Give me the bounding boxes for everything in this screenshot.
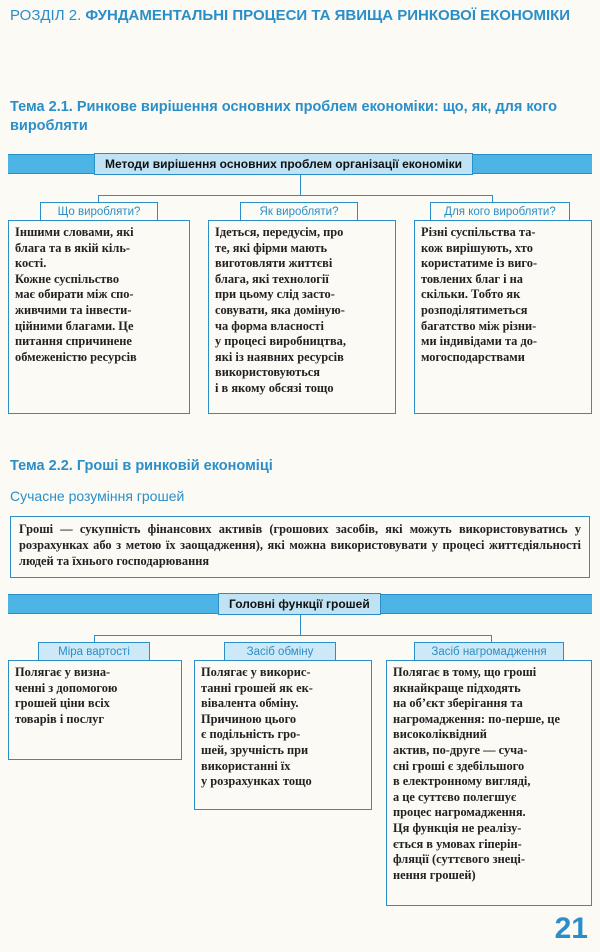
methods-band xyxy=(8,154,592,174)
medium-of-exchange-box: Полягає у викорис- танні грошей як ек- вівалента обміну. Причиною цього є подільність гро- шей, зручність при використанні їх у розрахунках тощо xyxy=(194,660,372,810)
function-measure-of-value: Міра вартості xyxy=(38,642,150,662)
how-box: Ідеться, передусім, про те, які фірми мають виготовляти життєві блага, які технології при цьому слід засто- совувати, яка доміную- ча форма власності у процесі виробництва, які із наявних ресурсів використовуються і в якому обсязі тощо xyxy=(208,220,396,414)
section-label: РОЗДІЛ 2. xyxy=(10,7,82,24)
function-store-of-value: Засіб нагромадження xyxy=(414,642,564,662)
definition-term: Гроші xyxy=(19,522,54,536)
topic-2-2-title: Тема 2.2. Гроші в ринковій економіці xyxy=(10,458,273,474)
question-for-whom: Для кого виробляти? xyxy=(430,202,570,222)
definition-text: — сукупність фінансових активів (грошових засобів, які можуть використовуватись у розрахунках або з метою їх заощадження), які можна використовувати у процесі життєдіяльності людей та їхнього господарювання xyxy=(19,522,581,568)
topic-2-2-subtitle: Сучасне розуміння грошей xyxy=(10,488,185,504)
money-definition xyxy=(10,516,590,578)
function-medium-of-exchange: Засіб обміну xyxy=(224,642,336,662)
bracket-stem xyxy=(300,175,301,195)
store-of-value-box: Полягає в тому, що гроші якнайкраще підходять на об’єкт зберігання та нагромадження: по-перше, це високоліквідний актив, по-друге — суча- сні гроші є здебільшого в електронному вигляді, а це суттєво полегшує процес нагромадження. Ця функція не реалізу- ється в умовах гіперін- фляції (суттєвого знеці- нення грошей) xyxy=(386,660,592,906)
question-how: Як виробляти? xyxy=(240,202,358,222)
question-what: Що виробляти? xyxy=(40,202,158,222)
measure-of-value-box: Полягає у визна- ченні з допомогою грошей ціни всіх товарів і послуг xyxy=(8,660,182,760)
section-heading xyxy=(10,6,580,26)
topic-2-1-title: Тема 2.1. Ринкове вирішення основних проблем економіки: що, як, для кого виробляти xyxy=(10,99,557,134)
for-whom-box: Різні суспільства та- кож вирішують, хто користатиме із виго- товлених благ і на скільки. Тобто як розподілятиметься багатство між різни- ми індивідами та до- могосподарствами xyxy=(414,220,592,414)
page-number: 21 xyxy=(554,912,588,945)
section-title: ФУНДАМЕНТАЛЬНІ ПРОЦЕСИ ТА ЯВИЩА РИНКОВОЇ ЕКОНОМІКИ xyxy=(85,7,571,24)
bracket-stem-2 xyxy=(300,615,301,635)
functions-band xyxy=(8,594,592,614)
what-box: Іншими словами, які блага та в якій кіль- кості. Кожне суспільство має обирати між спо- живчими та інвести- ційними благами. Це питання спричинене обмеженістю ресурсів xyxy=(8,220,190,414)
methods-band-label: Методи вирішення основних проблем організації економіки xyxy=(94,153,473,175)
functions-band-label: Головні функції грошей xyxy=(218,593,381,615)
